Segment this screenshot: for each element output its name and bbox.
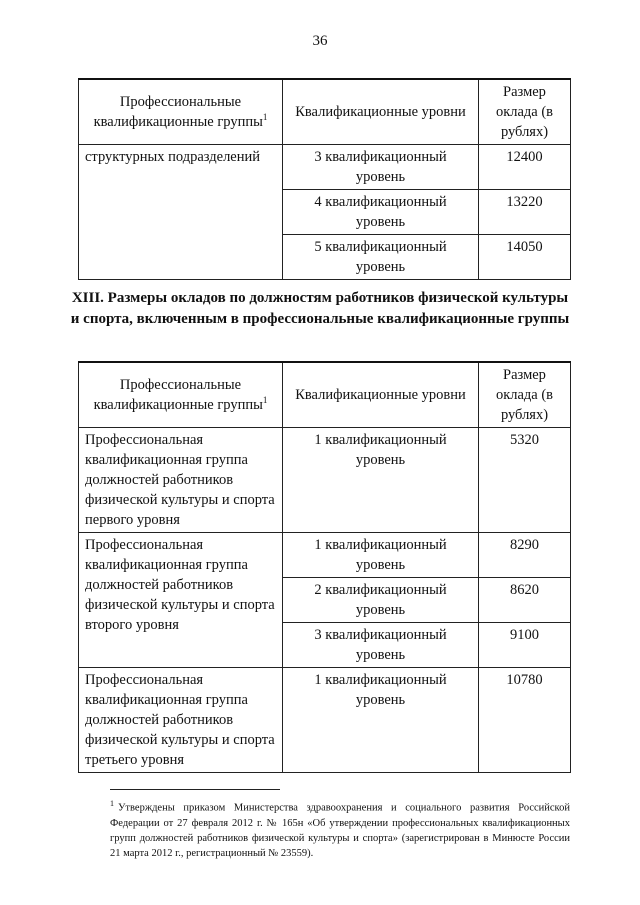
amount-cell: 8290	[479, 533, 571, 578]
footnote	[110, 796, 570, 861]
header-salary-amount: Размер оклада (в рублях)	[479, 79, 571, 145]
header-professional-groups: Профессиональные квалификационные группы$^1$	[79, 362, 283, 428]
page-number: 36	[312, 33, 328, 49]
amount-cell: 12400	[479, 145, 571, 190]
level-cell: 5 квалификационный уровень	[283, 235, 479, 280]
amount-cell: 5320	[479, 428, 571, 533]
salary-table-continued	[78, 78, 571, 280]
level-cell: 1 квалификационный уровень	[283, 668, 479, 773]
header-professional-groups: Профессиональные квалификационные группы$^1$	[79, 79, 283, 145]
level-cell: 4 квалификационный уровень	[283, 190, 479, 235]
amount-cell: 8620	[479, 578, 571, 623]
amount-cell: 10780	[479, 668, 571, 773]
amount-cell: 14050	[479, 235, 571, 280]
footnote-text: Утверждены приказом Министерства здравоохранения и социального развития Российской Федерации от 27 февраля 2012 г. № 165н «Об утверждении профессиональных квалификационных групп должностей работников физической культуры и спорта» (зарегистрирован в Минюсте России 21 марта 2012 г., регистрационный № 23559).	[110, 802, 570, 859]
sports-salary-table	[78, 361, 571, 773]
level-cell: 1 квалификационный уровень	[283, 428, 479, 533]
group-name-cell: Профессиональная квалификационная группа должностей работников физической культуры и спорта первого уровня	[79, 428, 283, 533]
section-heading: XIII. Размеры окладов по должностям работников физической культуры и спорта, включенным в профессиональные квалификационные группы	[70, 290, 570, 327]
header-qualification-levels: Квалификационные уровни	[283, 362, 479, 428]
footnote-mark: 1	[110, 799, 114, 808]
level-cell: 3 квалификационный уровень	[283, 145, 479, 190]
group-name-cell: Профессиональная квалификационная группа должностей работников физической культуры и спорта третьего уровня	[79, 668, 283, 773]
amount-cell: 13220	[479, 190, 571, 235]
footnote-divider	[110, 789, 280, 790]
header-salary-amount: Размер оклада (в рублях)	[479, 362, 571, 428]
amount-cell: 9100	[479, 623, 571, 668]
header-qualification-levels: Квалификационные уровни	[283, 79, 479, 145]
group-name-cell: структурных подразделений	[79, 145, 283, 280]
level-cell: 1 квалификационный уровень	[283, 533, 479, 578]
group-name-cell: Профессиональная квалификационная группа должностей работников физической культуры и спорта второго уровня	[79, 533, 283, 668]
level-cell: 3 квалификационный уровень	[283, 623, 479, 668]
level-cell: 2 квалификационный уровень	[283, 578, 479, 623]
